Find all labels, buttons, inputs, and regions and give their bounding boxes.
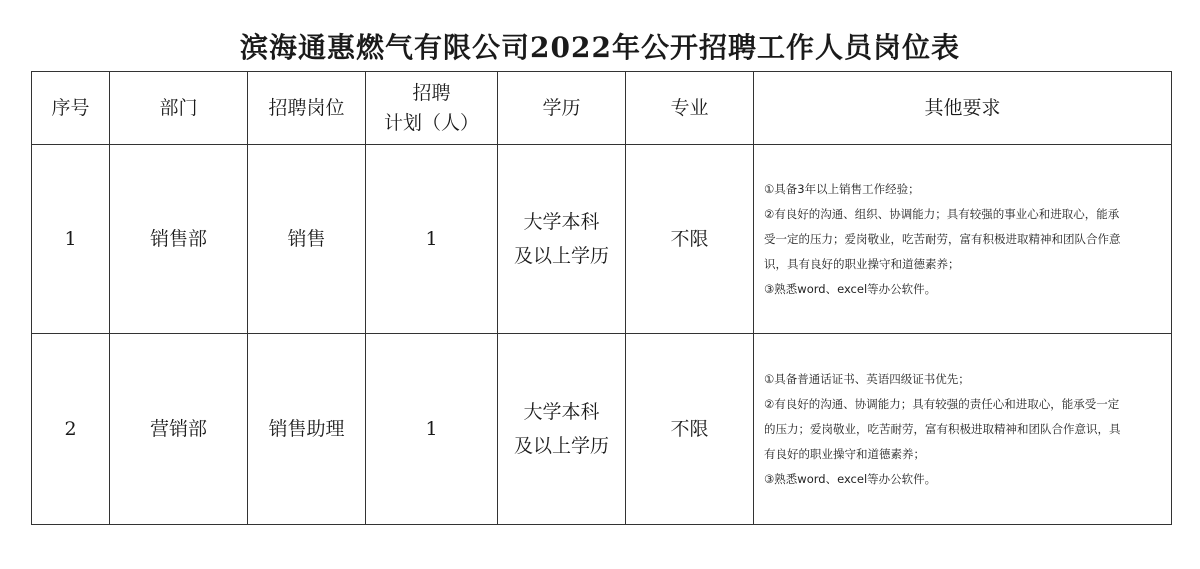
table-header-row (32, 72, 1172, 145)
cell-education-line1: 大学本科 (523, 401, 600, 423)
header-plan-line1: 招聘 (412, 82, 451, 104)
cell-requirements (754, 334, 1172, 525)
cell-department: 营销部 (110, 334, 248, 525)
header-plan-line2: 计划（人） (383, 112, 479, 134)
requirement-line: ②有良好的沟通、组织、协调能力；具有较强的事业心和进取心，能承 (764, 206, 1120, 221)
requirement-line: 识，具有良好的职业操守和道德素养； (764, 256, 960, 271)
requirement-line: ①具备普通话证书、英语四级证书优先； (764, 371, 970, 386)
header-plan (366, 72, 498, 145)
document-title: 滨海通惠燃气有限公司2022年公开招聘工作人员岗位表 (240, 31, 960, 64)
header-position: 招聘岗位 (248, 72, 366, 145)
cell-education-line2: 及以上学历 (513, 435, 609, 457)
cell-index: 2 (32, 334, 110, 525)
table-row (32, 334, 1172, 525)
cell-major: 不限 (626, 145, 754, 334)
requirement-line: 有良好的职业操守和道德素养； (764, 446, 925, 461)
requirement-line: ③熟悉word、excel等办公软件。 (764, 281, 937, 296)
header-department: 部门 (110, 72, 248, 145)
cell-education (498, 334, 626, 525)
header-other: 其他要求 (754, 72, 1172, 145)
cell-department: 销售部 (110, 145, 248, 334)
cell-plan: 1 (366, 145, 498, 334)
cell-position: 销售 (248, 145, 366, 334)
cell-requirements (754, 145, 1172, 334)
requirement-line: ②有良好的沟通、协调能力；具有较强的责任心和进取心，能承受一定 (764, 396, 1120, 411)
requirement-line: 的压力；爱岗敬业，吃苦耐劳，富有积极进取精神和团队合作意识，具 (764, 421, 1121, 436)
cell-major: 不限 (626, 334, 754, 525)
table-row (32, 145, 1172, 334)
cell-education-line1: 大学本科 (523, 211, 600, 233)
header-major: 专业 (626, 72, 754, 145)
cell-plan: 1 (366, 334, 498, 525)
cell-education-line2: 及以上学历 (513, 245, 609, 267)
cell-index: 1 (32, 145, 110, 334)
requirement-line: 受一定的压力；爱岗敬业，吃苦耐劳，富有积极进取精神和团队合作意 (764, 231, 1121, 246)
cell-education (498, 145, 626, 334)
cell-position: 销售助理 (248, 334, 366, 525)
header-index: 序号 (32, 72, 110, 145)
requirement-line: ③熟悉word、excel等办公软件。 (764, 471, 937, 486)
recruitment-table (31, 71, 1172, 525)
requirement-line: ①具备3年以上销售工作经验； (764, 181, 920, 196)
header-education: 学历 (498, 72, 626, 145)
